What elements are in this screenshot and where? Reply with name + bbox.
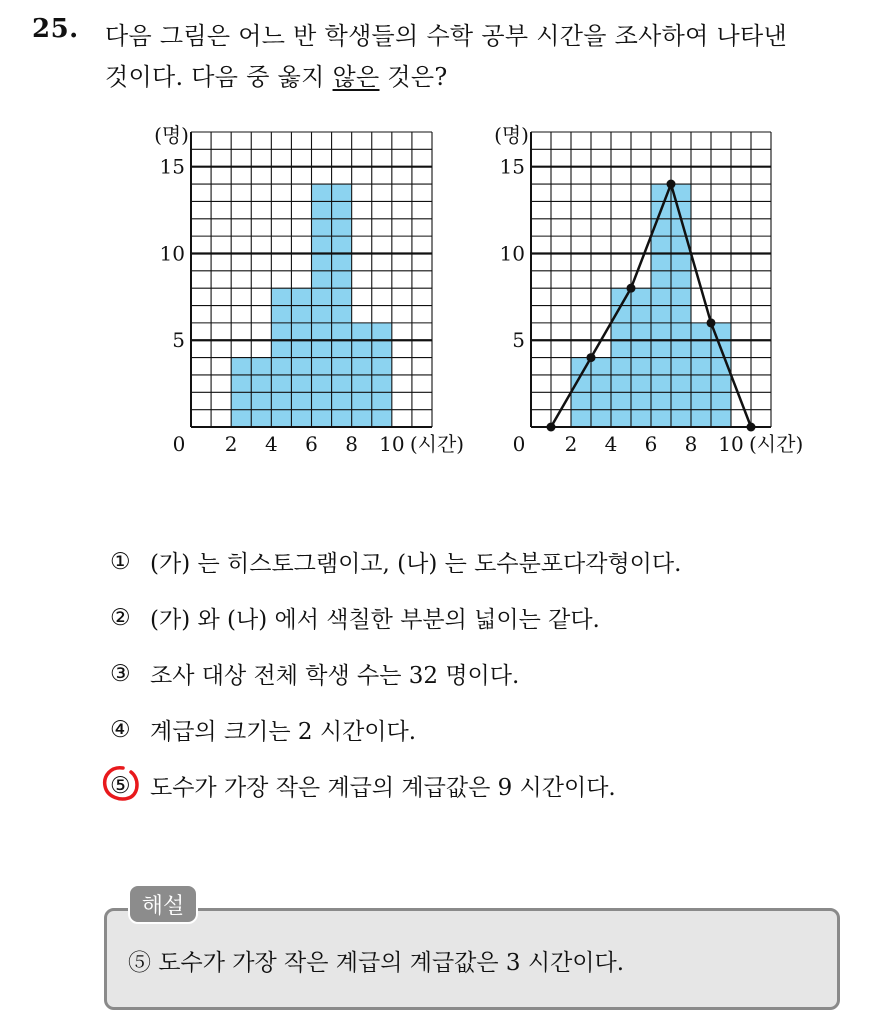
chart2-polygon-point-3 [627,284,636,293]
chart2-polygon-point-2 [587,353,596,362]
option-1-mark: ① [110,548,131,575]
chart1-x-tick-10: 10 [379,432,405,456]
question-text-part3: 것은? [379,63,448,91]
option-5[interactable] [110,769,616,802]
option-4[interactable] [110,713,416,746]
option-4-mark: ④ [110,716,131,743]
chart2-x-tick-4: 4 [604,432,618,456]
chart2-x-tick-0: 0 [512,432,526,456]
chart2-polygon-point-1 [547,423,556,432]
chart2-polygon-point-4 [667,180,676,189]
chart2-x-tick-2: 2 [564,432,578,456]
option-3-mark: ③ [110,660,131,687]
option-2-text: (가) 와 (나) 에서 색칠한 부분의 넓이는 같다. [150,607,600,633]
option-3[interactable] [110,657,519,690]
option-5-text: 도수가 가장 작은 계급의 계급값은 9 시간이다. [150,775,616,801]
chart2-y-axis-label: (명) [494,123,529,147]
chart2-y-tick-10: 10 [499,241,525,266]
answer-circle-mark [101,764,141,804]
option-2-mark: ② [110,604,131,631]
option-2[interactable] [110,601,600,634]
chart1-x-tick-2: 2 [224,432,238,456]
chart1-x-tick-0: 0 [172,432,186,456]
chart2-polygon-point-6 [747,423,756,432]
option-3-text: 조사 대상 전체 학생 수는 32 명이다. [150,663,520,689]
chart1-y-tick-5: 5 [172,328,185,353]
chart2-polygon-point-5 [707,318,716,327]
question-text-part1: 것이다. 다음 중 옳지 [105,63,333,91]
question-text-underlined: 않은 [332,63,380,91]
chart1-y-tick-10: 10 [159,241,185,266]
chart1-x-tick-6: 6 [305,432,318,456]
chart1-x-tick-8: 8 [345,432,359,456]
option-1-text: (가) 는 히스토그램이고, (나) 는 도수분포다각형이다. [150,551,682,577]
option-5-mark: ⑤ [110,772,131,799]
chart1-y-axis-label: (명) [154,123,189,147]
option-4-text: 계급의 크기는 2 시간이다. [150,719,417,745]
chart2-x-tick-6: 6 [644,432,658,456]
option-1[interactable] [110,545,681,578]
chart1-x-axis-label: (시간) [409,432,465,456]
solution-text: ⑤ 도수가 가장 작은 계급의 계급값은 3 시간이다. [128,950,625,976]
question-text-line1: 다음 그림은 어느 반 학생들의 수학 공부 시간을 조사하여 나타낸 [105,22,787,50]
question-number: 25. [32,14,79,44]
chart2-y-tick-5: 5 [512,328,525,353]
chart2-x-tick-10: 10 [718,432,744,456]
chart1-y-tick-15: 15 [159,154,185,179]
chart2-x-tick-8: 8 [684,432,698,456]
solution-tag: 해설 [128,884,198,924]
chart1-x-tick-4: 4 [264,432,278,456]
chart2-x-axis-label: (시간) [749,432,804,456]
chart2-y-tick-15: 15 [499,154,525,179]
